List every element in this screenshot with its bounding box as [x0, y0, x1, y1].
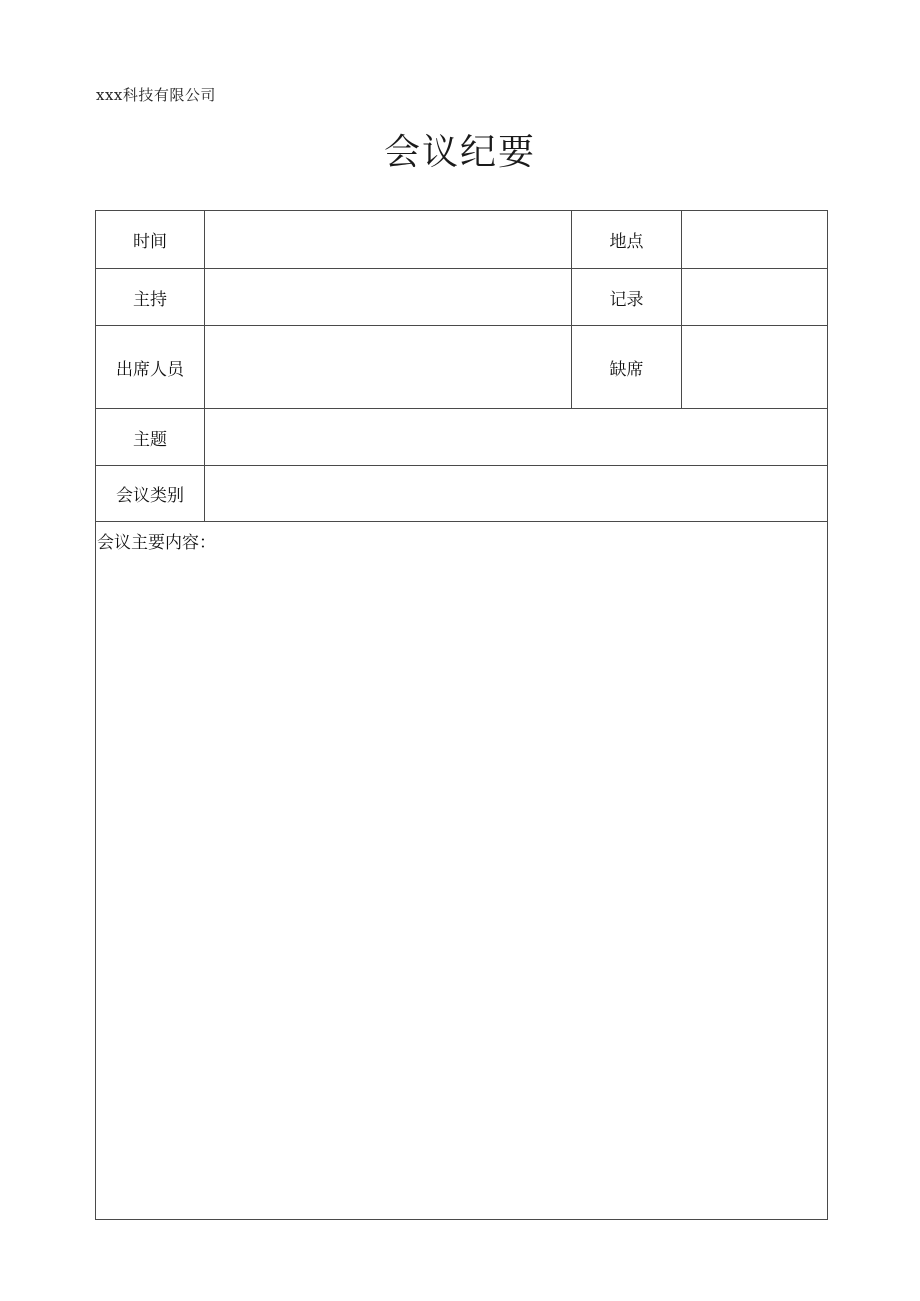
content-area[interactable]	[96, 522, 828, 1220]
attendees-field[interactable]	[205, 326, 572, 409]
time-label: 时间	[96, 211, 205, 269]
host-label: 主持	[96, 269, 205, 326]
time-field[interactable]	[205, 211, 572, 269]
location-label: 地点	[572, 211, 682, 269]
form-row-attendees	[96, 326, 828, 409]
topic-label: 主题	[96, 409, 205, 466]
document-title: 会议纪要	[383, 132, 536, 173]
form-row-category	[96, 466, 828, 522]
location-field[interactable]	[682, 211, 828, 269]
company-name: xxx科技有限公司	[96, 86, 216, 104]
attendees-label: 出席人员	[96, 326, 205, 409]
recorder-field[interactable]	[682, 269, 828, 326]
absent-field[interactable]	[682, 326, 828, 409]
form-row-time	[96, 211, 828, 269]
absent-label: 缺席	[572, 326, 682, 409]
recorder-label: 记录	[572, 269, 682, 326]
form-row-content	[96, 522, 828, 1220]
form-row-topic	[96, 409, 828, 466]
category-field[interactable]	[205, 466, 828, 522]
category-label: 会议类别	[96, 466, 205, 522]
content-label: 会议主要内容：	[97, 533, 216, 553]
topic-field[interactable]	[205, 409, 828, 466]
meeting-minutes-form	[95, 210, 828, 1220]
form-row-host	[96, 269, 828, 326]
host-field[interactable]	[205, 269, 572, 326]
